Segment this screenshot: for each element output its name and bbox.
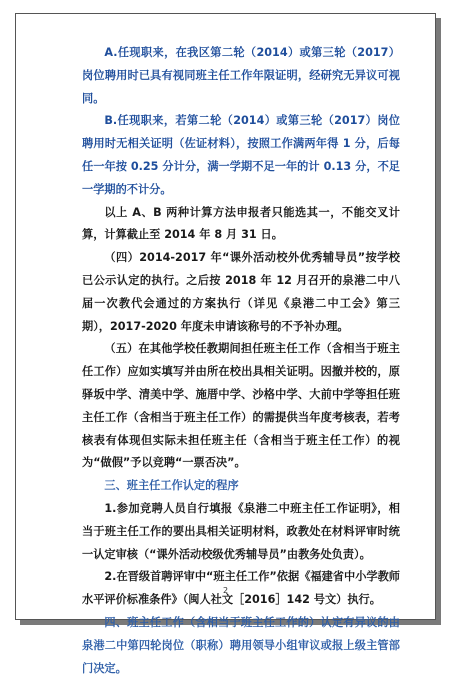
paragraph-section-five: （五）在其他学校任教期间担任班主任工作（含相当于班主任工作）应如实填写并由所在校出具相关证明。因撤并校的，原驿坂中学、清美中学、施厝中学、沙格中学、大前中学等担任班主任工作（含相当于班主任工作）的需提供当年度考核表，若考核表有体现但实际未担任班主任（含相当于班主任工作）的视为“做假”予以竞聘“一票否决”。 bbox=[82, 342, 400, 470]
paragraph-ab-note: 以上 A、B 两种计算方法申报者只能选其一，不能交叉计算，计算截止至 2014 年 8 月 31 日。 bbox=[82, 205, 400, 242]
page-number: 2 bbox=[222, 586, 229, 595]
paragraph-section-four: （四）2014-2017 年“课外活动校外优秀辅导员”按学校已公示认定的执行。之后按 2018 年 12 月召开的泉港二中八届一次教代会通过的方案执行（详见《泉港二中工会》第三期），2017-2020 年度未申请该称号的不予补办理。 bbox=[82, 251, 400, 333]
heading-section-three: 三、班主任工作认定的程序 bbox=[104, 479, 239, 493]
paragraph-item-a: A.任现职来，在我区第二轮（2014）或第三轮（2017）岗位聘用时已具有视同班主任工作年限证明，经研究无异议可视同。 bbox=[82, 46, 400, 105]
paragraph-procedure-2: 2.在晋级首聘评审中“班主任工作”依据《福建省中小学教师水平评价标准条件》（闽人社文［2016］142 号文）执行。 bbox=[82, 570, 400, 607]
document-page bbox=[15, 13, 436, 675]
paragraph-item-b: B.任现职来，若第二轮（2014）或第三轮（2017）岗位聘用时无相关证明（佐证材料），按照工作满两年得 1 分，后每任一年按 0.25 分计分，满一学期不足一年的计 0.13 分，不足一学期的不计分。 bbox=[82, 114, 400, 196]
document-body bbox=[82, 42, 400, 680]
paragraph-procedure-1: 1.参加竞聘人员自行填报《泉港二中班主任工作证明》，相当于班主任工作的要出具相关证明材料，政教处在材料评审时统一认定审核（“课外活动校级优秀辅导员”由教务处负责）。 bbox=[82, 501, 400, 561]
heading-section-four: 四、班主任工作（含相当于班主任工作的）认定有异议的由泉港二中第四轮岗位（职称）聘用领导小组审议或报上级主管部门决定。 bbox=[82, 615, 400, 675]
